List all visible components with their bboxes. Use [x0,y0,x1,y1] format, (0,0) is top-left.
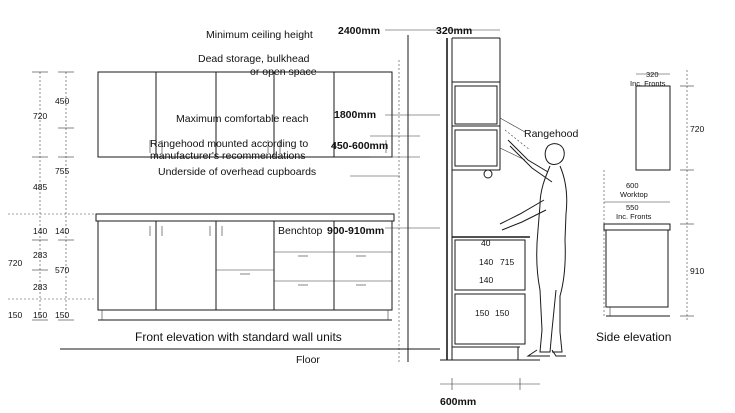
center-labels [60,25,440,366]
side-base-unit [606,230,668,307]
side-dim-320: 320 [646,70,659,79]
dim-150-c: 150 [55,310,70,320]
dim-720-low: 720 [8,258,23,268]
benchtop-value: 900-910mm [327,225,385,237]
side-inc-fronts-top: Inc. Fronts [630,79,666,88]
section-view [436,25,578,408]
dim-283-a: 283 [33,250,48,260]
dim-283-b: 283 [33,282,48,292]
benchtop [96,214,394,221]
wall-unit-door [455,130,497,166]
dim-450: 450 [55,96,70,106]
rangehood-knob [484,170,492,178]
front-elevation-caption: Front elevation with standard wall units [135,330,342,344]
side-wall-unit [636,86,670,170]
side-dim-910: 910 [690,266,705,276]
side-elevation [596,70,704,344]
rangehood-value: 450-600mm [331,140,389,152]
mid-dim-150-a: 150 [475,308,490,318]
dim-150-b: 150 [33,310,48,320]
side-dim-600: 600 [626,181,639,190]
floor-label: Floor [296,354,320,366]
rangehood-label-2: manufacturer's recommendations [150,150,306,162]
dim-150-a: 150 [8,310,23,320]
side-dim-720: 720 [690,124,705,134]
rangehood-label-1: Rangehood mounted according to [150,138,309,150]
side-inc-fronts-low: Inc. Fronts [616,212,652,221]
person-figure [500,140,567,356]
side-dim-550: 550 [626,203,639,212]
mid-dim-715: 715 [500,257,515,267]
min-ceiling-label: Minimum ceiling height [206,29,313,41]
dim-140-b: 140 [55,226,70,236]
dead-storage-label-1: Dead storage, bulkhead [198,53,310,65]
reach-value: 1800mm [334,109,377,121]
dim-485: 485 [33,182,48,192]
mid-dim-150-b: 150 [495,308,510,318]
underside-label: Underside of overhead cupboards [158,166,317,178]
dim-570: 570 [55,265,70,275]
ceiling-value: 2400mm [338,25,381,37]
mid-dim-140: 140 [479,257,494,267]
rangehood-side-label: Rangehood [524,128,579,140]
wall-unit-door [455,86,497,124]
dim-755: 755 [55,166,70,176]
benchtop-label: Benchtop [278,225,323,237]
mid-dim-40: 40 [481,238,491,248]
dead-storage-label-2: or open space [250,66,317,78]
side-benchtop [604,224,670,230]
base-unit-drawer [455,294,525,344]
side-elevation-caption: Side elevation [596,330,672,344]
wall-cupboard [98,72,156,157]
mid-dim-140-b: 140 [479,275,494,285]
max-reach-label: Maximum comfortable reach [176,113,309,125]
side-worktop: Worktop [620,190,648,199]
dim-720-top: 720 [33,111,48,121]
top-depth-value: 320mm [436,25,473,37]
dim-140-a: 140 [33,226,48,236]
base-depth-value: 600mm [440,396,477,408]
